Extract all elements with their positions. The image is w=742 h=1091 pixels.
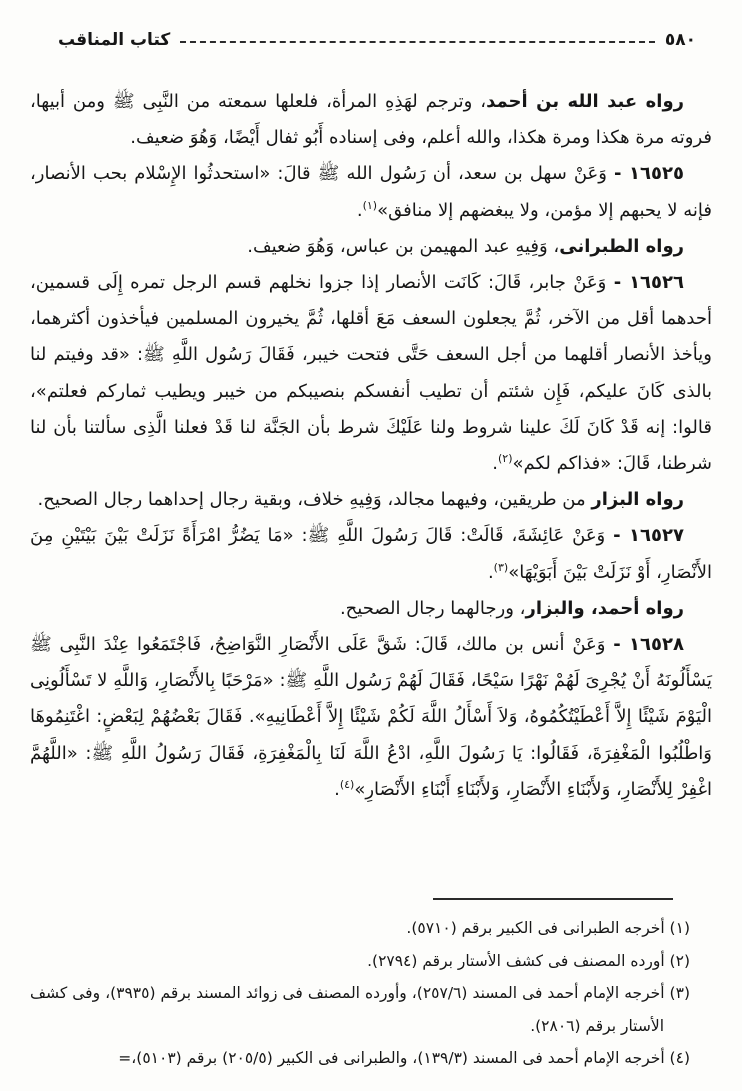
paragraph-text: من طريقين، وفيهما مجالد، وَفِيهِ خلاف، وبقية رجال إحداهما رجال الصحيح. bbox=[37, 489, 592, 511]
page-header bbox=[58, 30, 696, 50]
page-body bbox=[30, 84, 712, 808]
header-dash-rule bbox=[180, 41, 655, 43]
hadith-number: ١٦٥٢٨ - bbox=[613, 634, 684, 656]
page-number: ٥٨٠ bbox=[664, 30, 696, 50]
footnotes-section bbox=[30, 912, 690, 1075]
book-title: كتاب المناقب bbox=[58, 30, 171, 50]
hadith-paragraph-16526 bbox=[30, 265, 712, 482]
paragraph-tail: . bbox=[334, 778, 340, 800]
hadith-number: ١٦٥٢٧ - bbox=[613, 525, 684, 547]
paragraph-text: ، وترجم لهَذِهِ المرأة، فلعلها سمعته من النَّبِى ﷺ ومن أبيها، فروته مرة هكذا ومرة هكذا، والله أعلم، وفى إسناده أَبُو ثفال أَيْضًا، وَهُوَ ضعيف. bbox=[30, 91, 712, 149]
hadith-paragraph-16528 bbox=[30, 627, 712, 808]
paragraph-text: وَعَنْ سهل بن سعد، أن رَسُول الله ﷺ قالَ: «استحدثُوا الإِسْلام بحب الأنصار، فإنه لا يحبهم إلا مؤمن، ولا يبغضهم إلا منافق» bbox=[30, 163, 712, 221]
attribution-paragraph bbox=[30, 482, 712, 518]
footnote-3: (٣) أخرجه الإمام أحمد فى المسند (٢٥٧/٦)، وأورده المصنف فى زوائد المسند برقم (٣٩٣٥)، وفى كشف الأستار برقم (٢٨٠٦). bbox=[30, 984, 690, 1035]
paragraph-text: وَعَنْ عَائِشَةَ، قَالَتْ: قَالَ رَسُولَ اللَّهِ ﷺ: «مَا يَضُرُّ امْرَأَةً نَزَلَتْ بَيْنَ بَيْتَيْنِ مِنَ الأَنْصَارِ، أَوْ نَزَلَتْ بَيْنَ أَبَوَيْهَا» bbox=[30, 525, 712, 583]
attribution-lead: رواه البزار bbox=[591, 489, 684, 511]
attribution-paragraph bbox=[30, 591, 712, 627]
paragraph-text: وَعَنْ جابر، قَالَ: كَانَت الأنصار إذا جزوا نخلهم قسم الرجل تمره إِلَى قسمين، أحدهما أقل من الآخر، ثُمَّ يجعلون السعف مَعَ أقلها، ثُمَّ يخيرون المسلمين فيأخذون أكثرهما، ويأخذ الأنصار أقلهما من أجل السعف حَتَّى فتحت خيبر، فَقَالَ رَسُول اللَّهِ ﷺ: «قد وفيتم لنا بالذى كَانَ عليكم، فَإِن شئتم أن تطيب أنفسكم بنصيبكم من خيبر ويطيب ثماركم فعلتم»، قالوا: إنه قَدْ كَانَ لَكَ علينا شروط ولنا عَلَيْكَ شرط بأن الجَنَّة لنا قَدْ فعلنا الَّذِى سألتنا بأن لنا شرطنا، قَالَ: «فذاكم لكم» bbox=[30, 272, 712, 475]
hadith-paragraph-16525 bbox=[30, 156, 712, 228]
footnote-1: (١) أخرجه الطبرانى فى الكبير برقم (٥٧١٠). bbox=[406, 919, 690, 937]
attribution-paragraph bbox=[30, 229, 712, 265]
footnote-ref-4: (٤) bbox=[339, 777, 355, 791]
attribution-lead: رواه عبد الله بن أحمد bbox=[486, 91, 684, 112]
footnote-ref-2: (٢) bbox=[497, 452, 513, 466]
attribution-lead: رواه الطبرانى bbox=[559, 235, 684, 257]
paragraph-tail: . bbox=[356, 199, 363, 221]
commentary-paragraph bbox=[30, 84, 712, 156]
paragraph-tail: . bbox=[487, 561, 494, 583]
attribution-lead: رواه أحمد، والبزار bbox=[525, 597, 684, 619]
footnote-4: (٤) أخرجه الإمام أحمد فى المسند (١٣٩/٣)، والطبرانى فى الكبير (٢٠٥/٥) برقم (٥١٠٣)،= bbox=[118, 1049, 690, 1067]
footnote-ref-3: (٣) bbox=[493, 560, 509, 574]
footnote-2: (٢) أورده المصنف فى كشف الأستار برقم (٢٧٩٤). bbox=[367, 951, 690, 970]
paragraph-text: وَعَنْ أنس بن مالك، قَالَ: شَقَّ عَلَى الأَنْصَارِ النَّوَاضِحُ، فَاجْتَمَعُوا عِنْدَ النَّبِى ﷺ يَسْأَلُونَهُ أَنْ يُجْرِىَ لَهُمْ نَهْرًا سَيْحًا، فَقَالَ لَهُمْ رَسُول اللَّهِ ﷺ: «مَرْحَبًا بِالأَنْصَارِ، وَاللَّهِ لا تَسْأَلُونِى الْيَوْمَ شَيْئًا إِلاَّ أَعْطَيْتُكُمُوهُ، وَلاَ أَسْأَلُ اللَّهَ لَكُمْ شَيْئًا إِلاَّ أَعْطَانِيهِ». فَقَالَ بَعْضُهُمْ لِبَعْضٍ: اغْتَنِمُوهَا وَاطْلُبُوا الْمَغْفِرَةَ، فَقَالُوا: يَا رَسُولَ اللَّهِ، ادْعُ اللَّهَ لَنَا بِالْمَغْفِرَةِ، فَقَالَ رَسُولُ اللَّهِ ﷺ: «اللَّهُمَّ اغْفِرْ لِلأَنْصَارِ، وَلأَبْنَاءِ الأَنْصَارِ، وَلأَبْنَاءِ أَبْنَاءِ الأَنْصَارِ» bbox=[30, 634, 712, 800]
paragraph-text: ، ورجالهما رجال الصحيح. bbox=[339, 597, 526, 619]
footnote-separator bbox=[433, 898, 673, 900]
paragraph-text: ، وَفِيهِ عبد المهيمن بن عباس، وَهُوَ ضعيف. bbox=[247, 235, 560, 257]
hadith-number: ١٦٥٢٦ - bbox=[613, 272, 684, 294]
paragraph-tail: . bbox=[492, 453, 498, 475]
footnote-ref-1: (١) bbox=[362, 198, 378, 212]
hadith-paragraph-16527 bbox=[30, 518, 712, 590]
hadith-number: ١٦٥٢٥ - bbox=[614, 163, 684, 185]
